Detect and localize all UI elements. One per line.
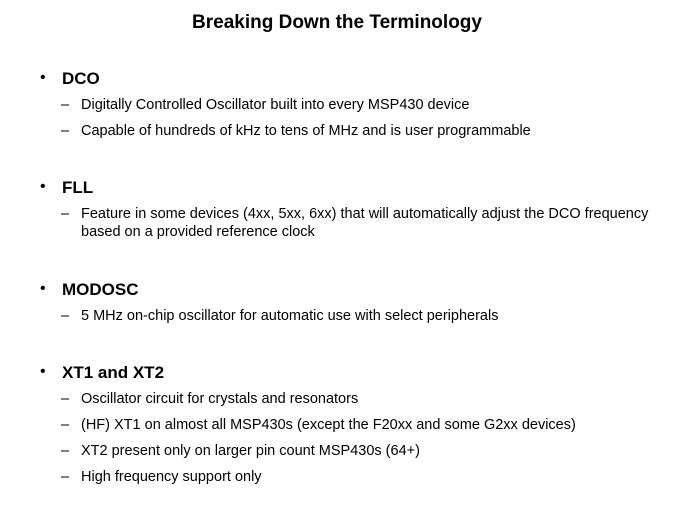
- bullet-icon: •: [40, 69, 46, 86]
- list-item: [40, 307, 660, 325]
- item-text: Digitally Controlled Oscillator built into every MSP430 device: [81, 97, 470, 113]
- dash-icon: –: [61, 308, 70, 324]
- item-text: High frequency support only: [81, 469, 262, 485]
- bullet-icon: •: [40, 363, 46, 380]
- section-dco: [40, 68, 660, 140]
- item-text: 5 MHz on-chip oscillator for automatic use with select peripherals: [81, 308, 499, 324]
- section-heading: XT1 and XT2: [62, 363, 165, 382]
- section-heading: MODOSC: [62, 280, 139, 299]
- item-text: Feature in some devices (4xx, 5xx, 6xx) that will automatically adjust the DCO frequency based on a provided reference clock: [81, 206, 649, 240]
- bullet-row: [40, 177, 660, 199]
- dash-icon: –: [61, 391, 70, 407]
- bullet-row: [40, 279, 660, 301]
- list-item: [40, 96, 660, 114]
- dash-icon: –: [61, 469, 70, 485]
- list-item: [40, 205, 660, 241]
- list-item: [40, 122, 660, 140]
- section-modosc: [40, 279, 660, 325]
- dash-icon: –: [61, 443, 70, 459]
- item-text: XT2 present only on larger pin count MSP430s (64+): [81, 443, 420, 459]
- dash-icon: –: [61, 206, 70, 222]
- dash-icon: –: [61, 417, 70, 433]
- section-fll: [40, 177, 660, 241]
- section-xt1-xt2: [40, 362, 660, 486]
- bullet-row: [40, 68, 660, 90]
- list-item: [40, 442, 660, 460]
- slide-title: Breaking Down the Terminology: [192, 12, 482, 33]
- dash-icon: –: [61, 123, 70, 139]
- list-item: [40, 416, 660, 434]
- item-text: (HF) XT1 on almost all MSP430s (except the F20xx and some G2xx devices): [81, 417, 576, 433]
- section-heading: FLL: [62, 178, 94, 197]
- list-item: [40, 390, 660, 408]
- bullet-icon: •: [40, 178, 46, 195]
- bullet-icon: •: [40, 280, 46, 297]
- item-text: Oscillator circuit for crystals and resonators: [81, 391, 359, 407]
- list-item: [40, 468, 660, 486]
- dash-icon: –: [61, 97, 70, 113]
- item-text: Capable of hundreds of kHz to tens of MHz and is user programmable: [81, 123, 531, 139]
- bullet-row: [40, 362, 660, 384]
- section-heading: DCO: [62, 69, 100, 88]
